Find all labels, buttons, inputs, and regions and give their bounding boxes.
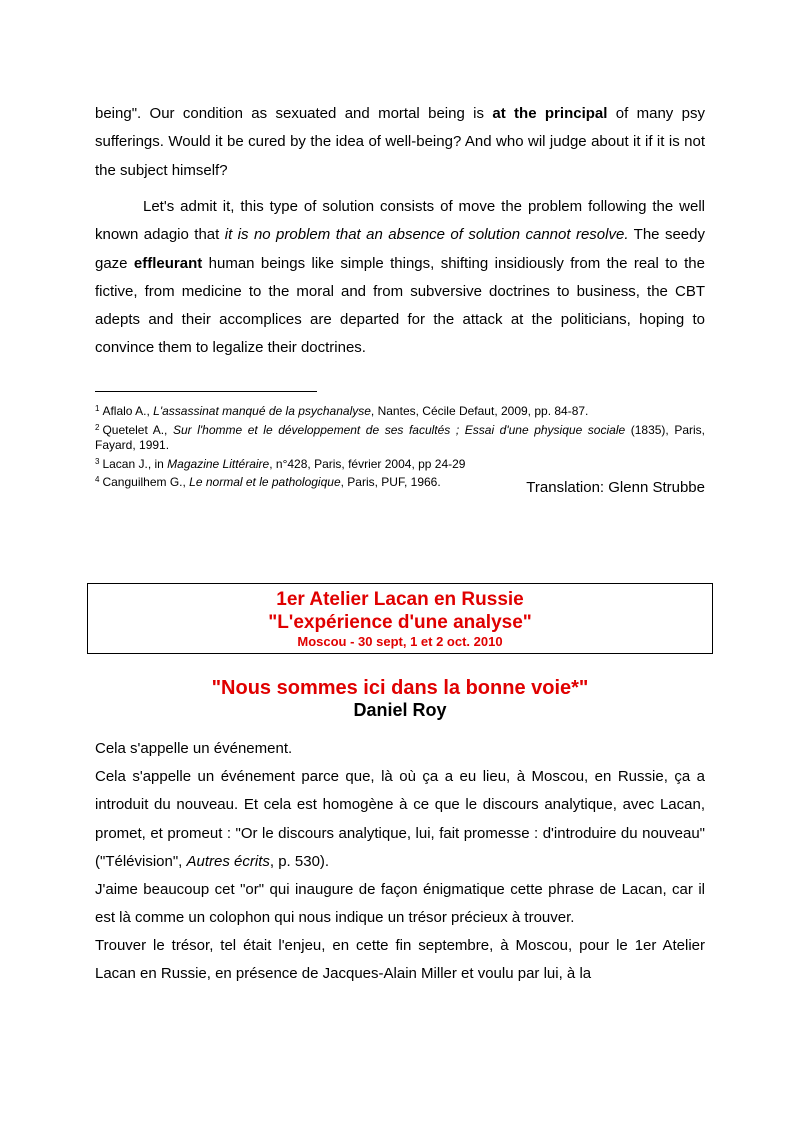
italic-adagio: it is no problem that an absence of solution cannot resolve. bbox=[224, 226, 629, 244]
event-subtitle: "L'expérience d'une analyse" bbox=[268, 612, 532, 633]
translation-credit: Translation: Glenn Strubbe bbox=[526, 479, 705, 496]
italic-reference: Autres écrits bbox=[186, 852, 270, 870]
text-span: of many psy sufferings. Would it be cured by the idea of well-being? And who wil judge about it if it is not the subject himself? bbox=[95, 105, 706, 179]
paragraph-continuation bbox=[95, 100, 705, 185]
footnote-number: 1 bbox=[95, 404, 100, 413]
footnote-text: Lacan J., in bbox=[102, 456, 168, 471]
footnotes bbox=[95, 401, 705, 491]
event-banner bbox=[87, 583, 713, 654]
text-span: human beings like simple things, shifting insidiously from the real to the fictive, from medicine to the moral and from subversive doctrines to business, the CBT adepts and their accomplices are departed for the attack at the politicians, hoping to convince them to legalize their doctrines. bbox=[95, 254, 705, 357]
footnote-text: (1835), Paris, Fayard, 1991. bbox=[95, 422, 705, 452]
text-span: , p. 530). bbox=[269, 852, 330, 870]
footnote-text: , n°428, Paris, février 2004, pp 24-29 bbox=[269, 456, 466, 471]
body-paragraph-1: Cela s'appelle un événement. bbox=[95, 740, 293, 757]
article-author: Daniel Roy bbox=[353, 700, 447, 720]
footnote-text: Quetelet A., bbox=[102, 422, 173, 437]
footnote-text: , Paris, PUF, 1966. bbox=[340, 475, 441, 489]
text-span: Cela s'appelle un événement parce que, là où ça a eu lieu, à Moscou, en Russie, ça a introduit du nouveau. Et cela est homogène à ce que le discours analytique, avec Lacan, promet, et promeut : "Or le discours analytique, lui, fait promesse : d'introduire du nouveau" ("Télévision", bbox=[95, 768, 705, 870]
text-span: Let's admit it, this type of solution consists of move the problem following the well known adagio that bbox=[95, 198, 705, 244]
footnote-3 bbox=[95, 454, 705, 473]
event-dates: Moscou - 30 sept, 1 et 2 oct. 2010 bbox=[297, 634, 503, 649]
bold-word: effleurant bbox=[133, 254, 203, 272]
footnote-number: 3 bbox=[95, 456, 100, 466]
event-title: 1er Atelier Lacan en Russie bbox=[276, 589, 524, 610]
footnote-title: Sur l'homme et le développement de ses facultés ; Essai d'une physique sociale bbox=[172, 422, 626, 437]
footnote-1 bbox=[95, 401, 705, 420]
footnote-text: , Nantes, Cécile Defaut, 2009, pp. 84-87. bbox=[370, 404, 589, 418]
body-paragraph-2 bbox=[95, 763, 705, 876]
footnote-text: Aflalo A., bbox=[102, 404, 154, 418]
footnote-text: Canguilhem G., bbox=[102, 475, 190, 489]
footnote-2 bbox=[95, 420, 705, 454]
body-paragraph-4: Trouver le trésor, tel était l'enjeu, en cette fin septembre, à Moscou, pour le 1er Atelier Lacan en Russie, en présence de Jacques-Alain Miller et voulu par lui, à la bbox=[95, 937, 705, 983]
paragraph-solution bbox=[95, 193, 705, 363]
footnote-title: Magazine Littéraire bbox=[167, 456, 270, 471]
text-span: The seedy gaze bbox=[95, 226, 705, 272]
text-span: being". Our condition as sexuated and mortal being is bbox=[95, 105, 493, 122]
footnote-separator bbox=[95, 391, 317, 392]
body-paragraph-3: J'aime beaucoup cet "or" qui inaugure de façon énigmatique cette phrase de Lacan, car il est là comme un colophon qui nous indique un trésor précieux à trouver. bbox=[95, 881, 705, 927]
footnote-number: 4 bbox=[95, 475, 100, 484]
footnote-title: Le normal et le pathologique bbox=[189, 475, 341, 489]
article-title: "Nous sommes ici dans la bonne voie*" bbox=[211, 677, 589, 699]
bold-phrase: at the principal bbox=[492, 105, 608, 122]
footnote-number: 2 bbox=[95, 422, 100, 432]
footnote-title: L'assassinat manqué de la psychanalyse bbox=[153, 404, 371, 418]
